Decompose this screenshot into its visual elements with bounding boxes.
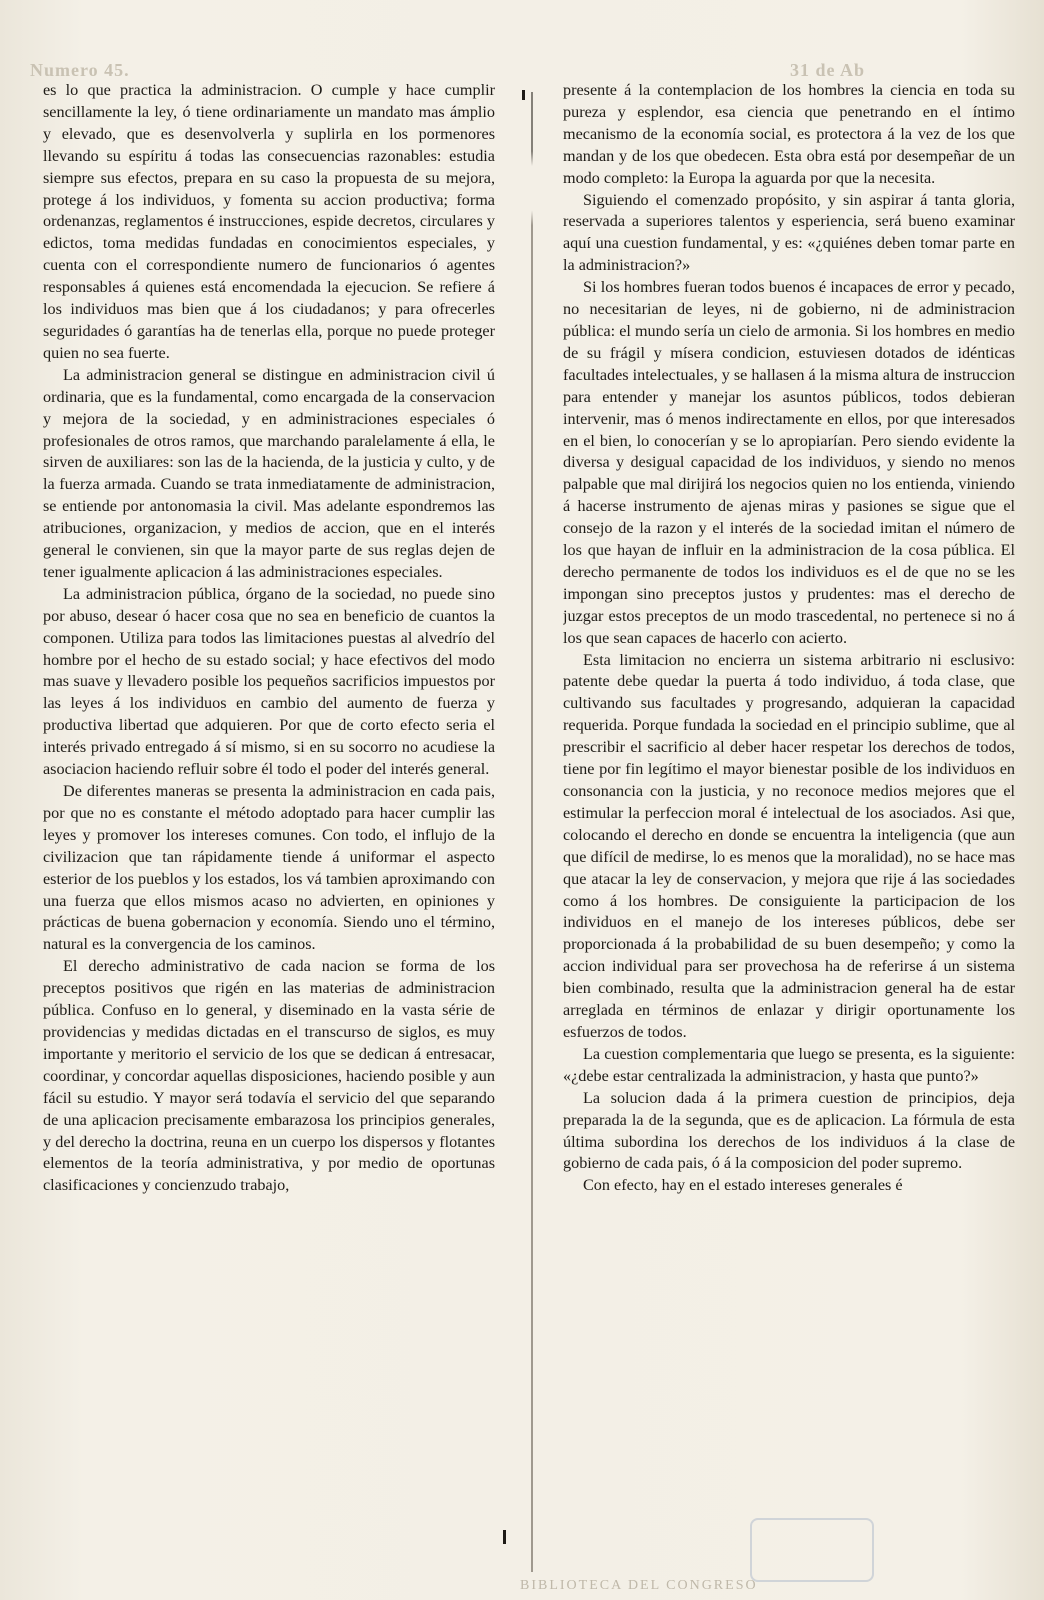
right-paragraph-3: Si los hombres fueran todos buenos é incapaces de error y pecado, no necesitarian de leyes, ni de gobierno, ni de administracion pública: el mundo sería un cielo de armonia. Si los hombres en medio de su frágil y mísera condicion, estuviesen dotados de idénticas facultades intelectuales, y se hallasen á la misma altura de instruccion para entender y manejar los asuntos públicos, todos debieran intervenir, mas ó menos indirectamente en ellos, por que interesados en el bien, lo conocerían y se lo apropiarían. Pero siendo evidente la diversa y desigual capacidad de los individuos, y siendo no menos palpable que mal dirijirá los negocios quien no los entienda, viniendo á hacerse instrumento de ajenas miras y pasiones se sigue que el consejo de la razon y el interés de la sociedad imitan el número de los que hayan de influir en la administracion de la cosa pública. El derecho permanente de todos los individuos es el de que no se les impongan sino preceptos justos y prudentes: mas el derecho de juzgar estos preceptos de un modo trascedental, no pertenece si no á los que sean capaces de hacerlo con acierto. <box>563 278 1015 647</box>
right-column <box>563 80 1015 1580</box>
left-paragraph-1: es lo que practica la administracion. O cumple y hace cumplir sencillamente la ley, ó tiene ordinariamente un mandato mas ámplio y elevado, que es desenvolverla y suplirla en los pormenores llevando su espíritu á todas las consecuencias razonables: estudia siempre sus efectos, prepara en su caso la propuesta de su mejora, protege á los individuos, y fomenta su accion productiva; forma ordenanzas, reglamentos é instrucciones, espide decretos, circulares y edictos, toma medidas fundadas en conocimientos especiales, y cuenta con el correspondiente numero de funcionarios ó agentes responsables á quienes está encomendada la ejecucion. Se refiere á los individuos mas bien que á los ciudadanos; y para ofrecerles seguridades ó garantías ha de tenerlas ella, porque no puede proteger quien no sea fuerte. <box>43 81 495 362</box>
divider-mark-bottom <box>503 1530 506 1544</box>
right-paragraph-5: La cuestion complementaria que luego se presenta, es la siguiente: «¿debe estar centralizada la administracion, y hasta que punto?» <box>563 1044 1015 1085</box>
left-paragraph-4: De diferentes maneras se presenta la administracion en cada pais, por que no es constante el método adoptado para hacer cumplir las leyes y promover los intereses comunes. Con todo, el influjo de la civilizacion que tan rápidamente tiende á uniformar el aspecto esterior de los pueblos y los estados, los vá tambien aproximando con una fuerza que ellos mismos acaso no advierten, en opiniones y prácticas de buena gobernacion y economía. Siendo uno el término, natural es la convergencia de los caminos. <box>43 782 495 954</box>
right-paragraph-1: presente á la contemplacion de los hombres la ciencia en toda su pureza y esplendor, esa ciencia que penetrando en el íntimo mecanismo de la economía social, es protectora á la vez de los que mandan y de los que obedecen. Esta obra está por desempeñar de un modo completo: la Europa la aguarda por que la necesita. <box>563 81 1015 187</box>
divider-mark-top <box>522 90 525 100</box>
left-column <box>43 80 495 1580</box>
header-runner-right: 31 de Ab <box>790 60 866 80</box>
right-paragraph-6: La solucion dada á la primera cuestion de principios, deja preparada la de la segunda, que es de aplicacion. La fórmula de esta última subordina los derechos de los individuos á la clase de gobierno de cada pais, ó á la composicion del poder supremo. <box>563 1088 1015 1173</box>
left-paragraph-5: El derecho administrativo de cada nacion se forma de los preceptos positivos que rigén en las materias de administracion pública. Confuso en lo general, y diseminado en la vasta série de providencias y medidas dictadas en el transcurso de siglos, es muy importante y meritorio el servicio de los que se dedican á entresacar, coordinar, y concordar aquellas disposiciones, haciendo posible y aun fácil su estudio. Y mayor será todavía el servicio del que separando de una aplicacion precisamente embarazosa los principios generales, y del derecho la doctrina, reuna en un cuerpo los dispersos y flotantes elementos de la teoría administrativa, y por medio de oportunas clasificaciones y concienzudo trabajo, <box>43 957 495 1195</box>
right-paragraph-7: Con efecto, hay en el estado intereses generales é <box>583 1176 903 1195</box>
left-paragraph-3: La administracion pública, órgano de la sociedad, no puede sino por abuso, desear ó hacer cosa que no sea en beneficio de cuantos la componen. Utiliza para todos las limitaciones puestas al alvedrío del hombre por el hecho de su estado social; y hace efectivos del modo mas suave y llevadero posible los pequeños sacrificios impuestos por las leyes á los individuos en cambio del aumento de fuerza y productiva libertad que adquieren. Por que de corto efecto seria el interés privado entregado á sí mismo, si en su socorro no acudiese la asociacion haciendo refluir sobre él todo el poder del interés general. <box>43 584 495 779</box>
column-divider <box>531 92 533 1572</box>
library-stamp-watermark <box>750 1518 874 1582</box>
library-stamp-text: BIBLIOTECA DEL CONGRESO <box>520 1578 758 1593</box>
header-runner-left: Numero 45. <box>30 60 130 80</box>
left-paragraph-2: La administracion general se distingue en administracion civil ú ordinaria, que es la fundamental, como encargada de la conservacion y mejora de la sociedad, y en administraciones especiales ó profesionales de otros ramos, que marchando paralelamente á ella, le sirven de auxiliares: son las de la hacienda, de la justicia y culto, y de la fuerza armada. Cuando se trata inmediatamente de administracion, se entiende por antonomasia la civil. Mas adelante espondremos las atribuciones, organizacion, y medios de accion, que en el interés general le convienen, sin que la mayor parte de sus reglas dejen de tener igualmente aplicacion á las administraciones especiales. <box>43 365 495 581</box>
right-paragraph-4: Esta limitacion no encierra un sistema arbitrario ni esclusivo: patente debe quedar la puerta á todo individuo, á toda clase, que cultivando sus facultades y progresando, adquieran la capacidad requerida. Porque fundada la sociedad en el principio sublime, que al prescribir el sacrificio al deber hacer respetar los derechos de todos, tiene por fin legítimo el mayor bienestar posible de los individuos en consonancia con la justicia, y no reconoce medios mejores que el estimular la perfeccion moral é intelectual de los asociados. Asi que, colocando el derecho en donde se encuentra la inteligencia (que aun que difícil de medirse, lo es menos que la moralidad), no se hace mas que atacar la ley de conservacion, y mejora que rije á las sociedades como á los hombres. De consiguiente la participacion de los individuos en el manejo de los intereses públicos, debe ser proporcionada á la probabilidad de su buen desempeño; y como la accion individual para ser provechosa ha de referirse á un sistema bien combinado, resulta que la administracion general ha de estar arreglada en términos de enlazar y dirigir oportunamente los esfuerzos de todos. <box>563 650 1015 1041</box>
right-paragraph-2: Siguiendo el comenzado propósito, y sin aspirar á tanta gloria, reservada a superiores talentos y esperiencia, será bueno examinar aquí una cuestion fundamental, y es: «¿quiénes deben tomar parte en la administracion?» <box>563 190 1015 275</box>
